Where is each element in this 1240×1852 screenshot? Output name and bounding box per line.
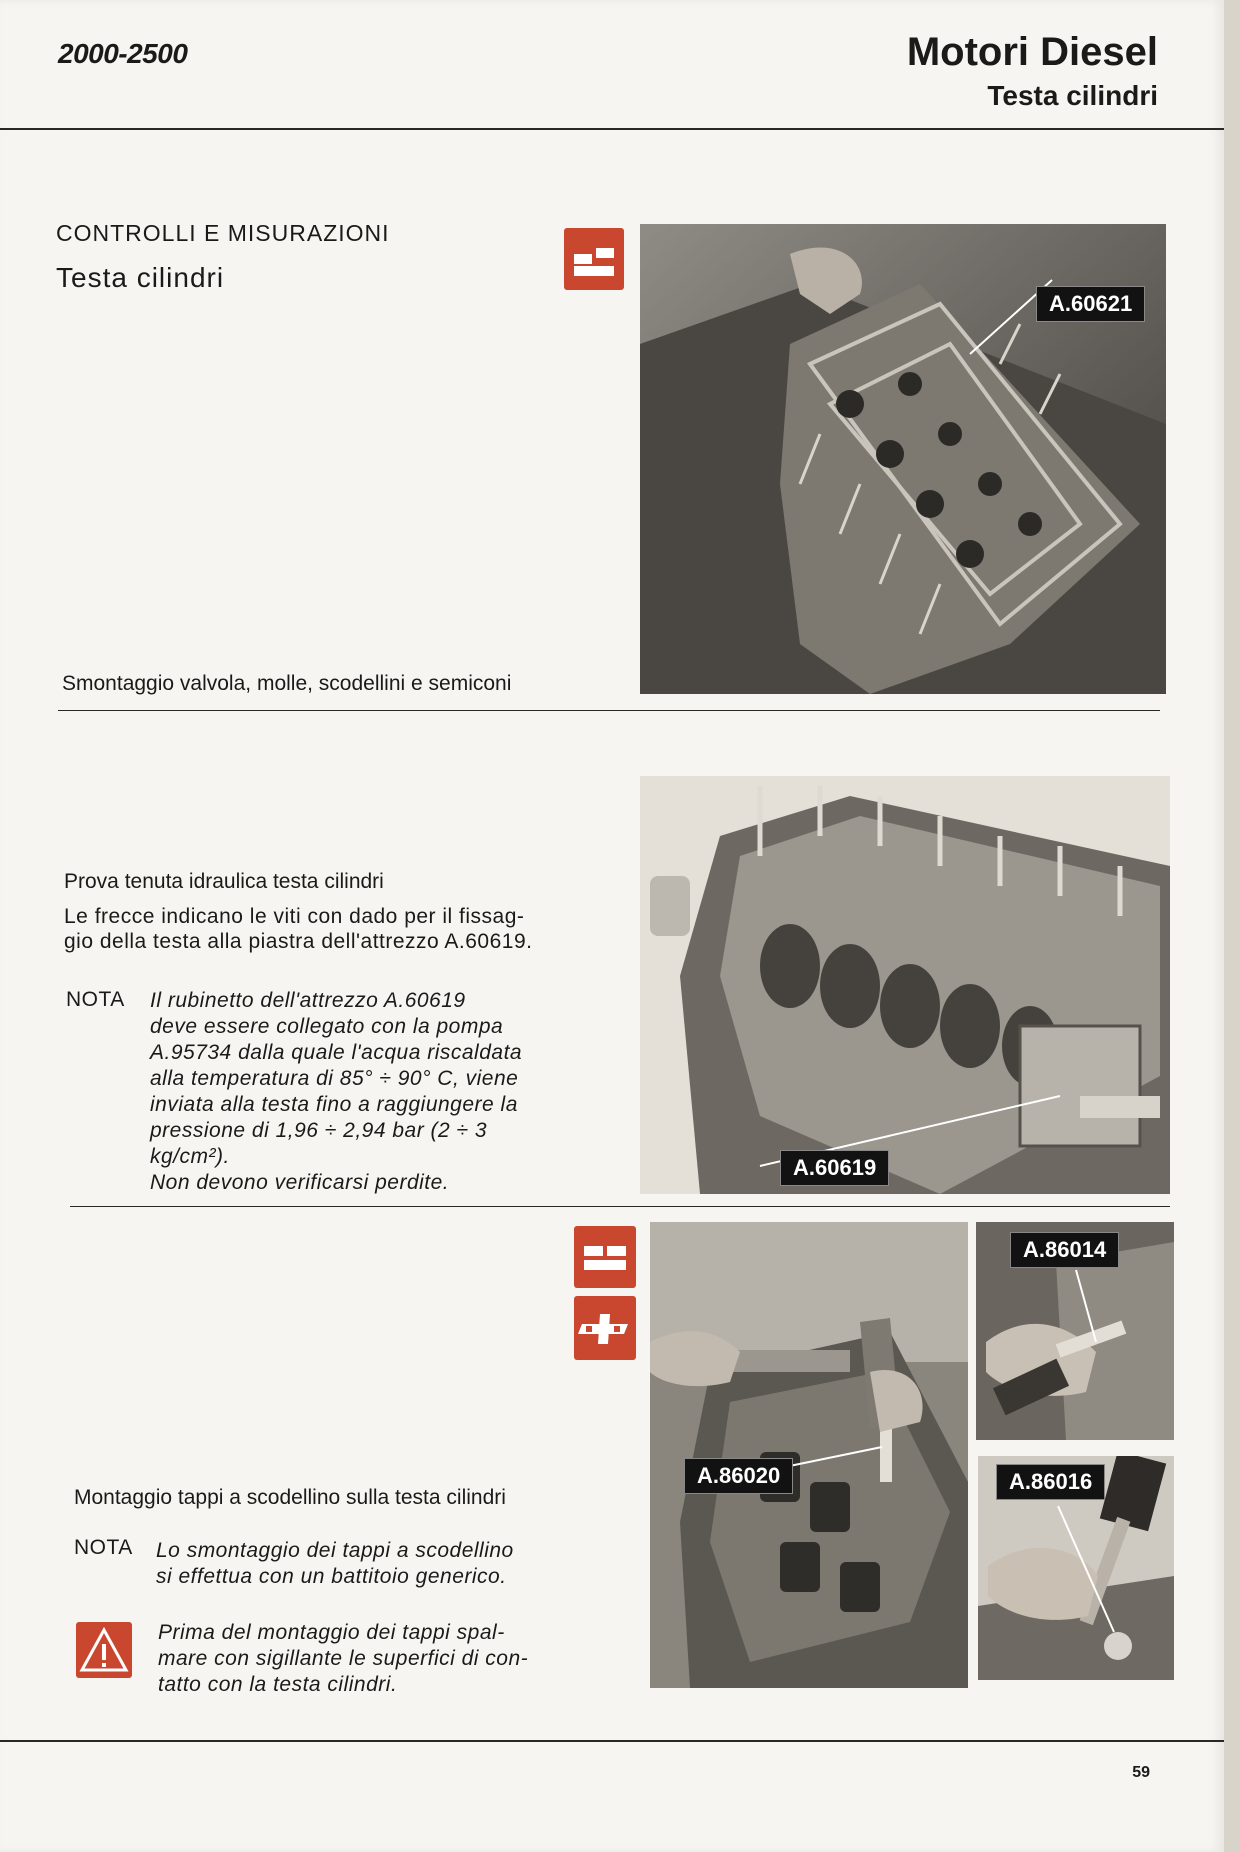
warning-line: tatto con la testa cilindri. — [158, 1673, 398, 1696]
nota-line: alla temperatura di 85° ÷ 90° C, viene — [150, 1067, 519, 1090]
nota-line: A.95734 dalla quale l'acqua riscaldata — [150, 1041, 523, 1064]
nota-line: inviata alla testa fino a raggiungere la — [150, 1093, 518, 1116]
nota-line: deve essere collegato con la pompa — [150, 1015, 504, 1038]
photo-plug-assembly-top — [976, 1222, 1174, 1440]
warning-line: mare con sigillante le superfici di con- — [158, 1647, 529, 1670]
tool-tag-a86020: A.86020 — [684, 1458, 793, 1494]
nota-label-2: NOTA — [74, 1536, 133, 1559]
nota-line: Non devono verificarsi perdite. — [150, 1171, 450, 1194]
warning-triangle-icon — [76, 1622, 132, 1678]
caption-valve-disassembly: Smontaggio valvola, molle, scodellini e semiconi — [62, 672, 512, 695]
disassembly-symbol-icon — [564, 228, 624, 290]
model-range: 2000-2500 — [58, 38, 188, 69]
warning-text — [158, 1620, 556, 1698]
warning-line: Prima del montaggio dei tappi spal- — [158, 1621, 505, 1644]
nota-line: pressione di 1,96 ÷ 2,94 bar (2 ÷ 3 — [150, 1119, 488, 1142]
fiat-tool-logo-icon — [574, 1296, 636, 1360]
test-title: Prova tenuta idraulica testa cilindri — [64, 870, 384, 893]
nota-line: si effettua con un battitoio generico. — [156, 1565, 507, 1588]
section-title: CONTROLLI E MISURAZIONI — [56, 220, 390, 246]
photo-plug-assembly-bottom — [978, 1456, 1174, 1680]
nota-label: NOTA — [66, 988, 125, 1011]
assembly-symbol-icon — [574, 1226, 636, 1288]
nota-text — [150, 988, 544, 1196]
photo-pressure-test — [640, 776, 1170, 1194]
footer-rule — [0, 1740, 1224, 1742]
nota-line: Lo smontaggio dei tappi a scodellino — [156, 1539, 514, 1562]
page-number: 59 — [1132, 1764, 1150, 1781]
tool-tag-a60619: A.60619 — [780, 1150, 889, 1186]
page-subtitle: Testa cilindri — [987, 80, 1158, 111]
section-subtitle: Testa cilindri — [56, 262, 225, 293]
photo-valve-disassembly — [640, 224, 1166, 694]
test-description-line: Le frecce indicano le viti con dado per il fissag- — [64, 905, 525, 928]
tool-tag-a86014: A.86014 — [1010, 1232, 1119, 1268]
page-edge — [1224, 0, 1240, 1852]
header-rule — [0, 128, 1224, 130]
test-description — [64, 904, 554, 954]
nota-line: Il rubinetto dell'attrezzo A.60619 — [150, 989, 466, 1012]
test-description-line: gio della testa alla piastra dell'attrezzo A.60619. — [64, 930, 533, 953]
nota-text-2 — [156, 1538, 556, 1590]
section-rule-1 — [58, 710, 1160, 711]
page-title: Motori Diesel — [906, 30, 1158, 74]
nota-line: kg/cm²). — [150, 1145, 230, 1168]
tool-tag-a60621: A.60621 — [1036, 286, 1145, 322]
section-rule-2 — [70, 1206, 1170, 1207]
photo-plug-assembly-main — [650, 1222, 968, 1688]
tool-tag-a86016: A.86016 — [996, 1464, 1105, 1500]
assembly-title: Montaggio tappi a scodellino sulla testa cilindri — [74, 1486, 506, 1509]
